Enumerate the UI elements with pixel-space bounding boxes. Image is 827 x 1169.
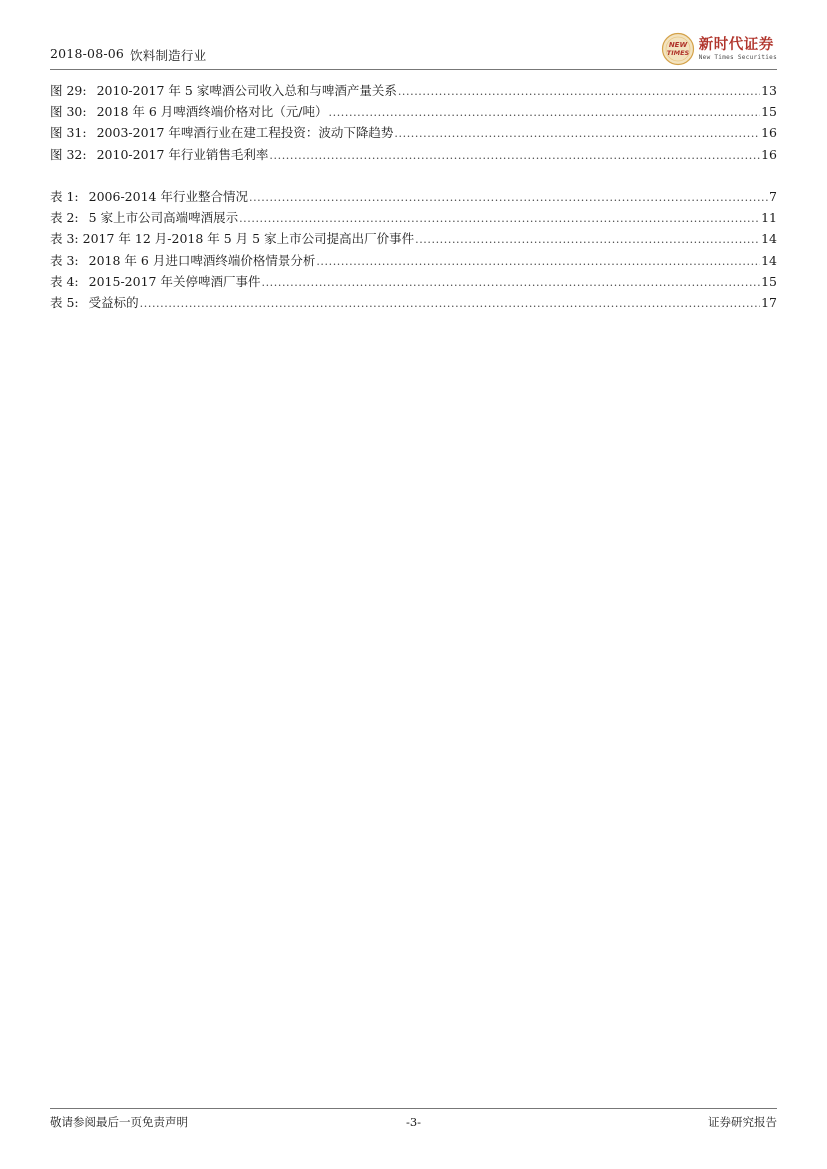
dot-leader [249,187,768,208]
figure-title: 2018 年 6 月啤酒终端价格对比（元/吨） [96,104,328,120]
company-logo [661,30,777,68]
footer-divider [50,1108,777,1109]
logo-text [699,37,777,62]
logo-mark-top-text: NEW [668,41,687,49]
table-title: 2006-2014 年行业整合情况 [88,189,248,204]
logo-mark-icon [661,32,695,66]
industry-name: 饮料制造行业 [130,48,207,63]
figure-title: 2010-2017 年行业销售毛利率 [96,146,269,162]
dot-leader [316,251,760,272]
table-title: 2017 年 12 月-2018 年 5 月 5 家上市公司提高出厂价事件 [82,231,415,247]
toc-row[interactable] [50,186,777,207]
toc-row[interactable] [50,292,777,313]
disclaimer-link[interactable]: 敬请参阅最后一页免责声明 [50,1115,188,1129]
page-number: 15 [761,273,777,289]
figure-title: 2010-2017 年 5 家啤酒公司收入总和与啤酒产量关系 [96,83,397,98]
page-number: 13 [761,83,777,98]
dot-leader [261,272,760,293]
report-date: 2018-08-06 [50,46,125,61]
table-label: 表 1: [50,189,79,204]
logo-english-name: New Times Securities [698,53,777,61]
page-number: 16 [761,146,777,162]
header-meta [50,46,206,64]
toc-row[interactable] [50,228,777,249]
report-type: 证券研究报告 [708,1115,777,1129]
page-number: 14 [761,252,777,268]
figure-label: 图 29: [50,83,87,98]
toc-row[interactable] [50,207,777,228]
logo-chinese-name: 新时代证券 [698,36,774,53]
page-footer [50,1112,777,1132]
table-title: 2015-2017 年关停啤酒厂事件 [88,273,261,289]
page-number: 15 [761,104,777,120]
dot-leader [415,229,760,250]
figure-label: 图 31: [50,125,87,141]
toc-row[interactable] [50,122,777,143]
table-label: 表 3: [50,231,79,247]
header-divider [50,69,777,70]
dot-leader [239,208,760,229]
dot-leader [269,145,760,166]
table-index [50,186,777,313]
table-label: 表 3: [50,252,79,268]
page-number: 16 [761,125,777,141]
logo-mark-bottom-text: TIMES [666,49,689,57]
figure-label: 图 32: [50,146,87,162]
table-title: 5 家上市公司高端啤酒展示 [88,210,239,226]
page-header [50,30,777,68]
table-label: 表 5: [50,294,79,310]
page-number: 11 [761,210,777,226]
toc-row[interactable] [50,250,777,271]
dot-leader [329,102,761,123]
dot-leader [140,293,760,314]
figure-index [50,80,777,165]
table-title: 受益标的 [88,294,139,310]
page-number: 14 [761,231,777,247]
page-number: 7 [769,189,777,204]
table-title: 2018 年 6 月进口啤酒终端价格情景分析 [88,252,316,268]
table-label: 表 4: [50,273,79,289]
figure-title: 2003-2017 年啤酒行业在建工程投资：波动下降趋势 [96,125,394,141]
dot-leader [394,123,760,144]
dot-leader [398,81,760,102]
table-label: 表 2: [50,210,79,226]
footer-page-number: -3- [405,1115,422,1129]
toc-row[interactable] [50,80,777,101]
toc-row[interactable] [50,144,777,165]
page-number: 17 [761,294,777,310]
figure-label: 图 30: [50,104,87,120]
toc-row[interactable] [50,101,777,122]
toc-row[interactable] [50,271,777,292]
